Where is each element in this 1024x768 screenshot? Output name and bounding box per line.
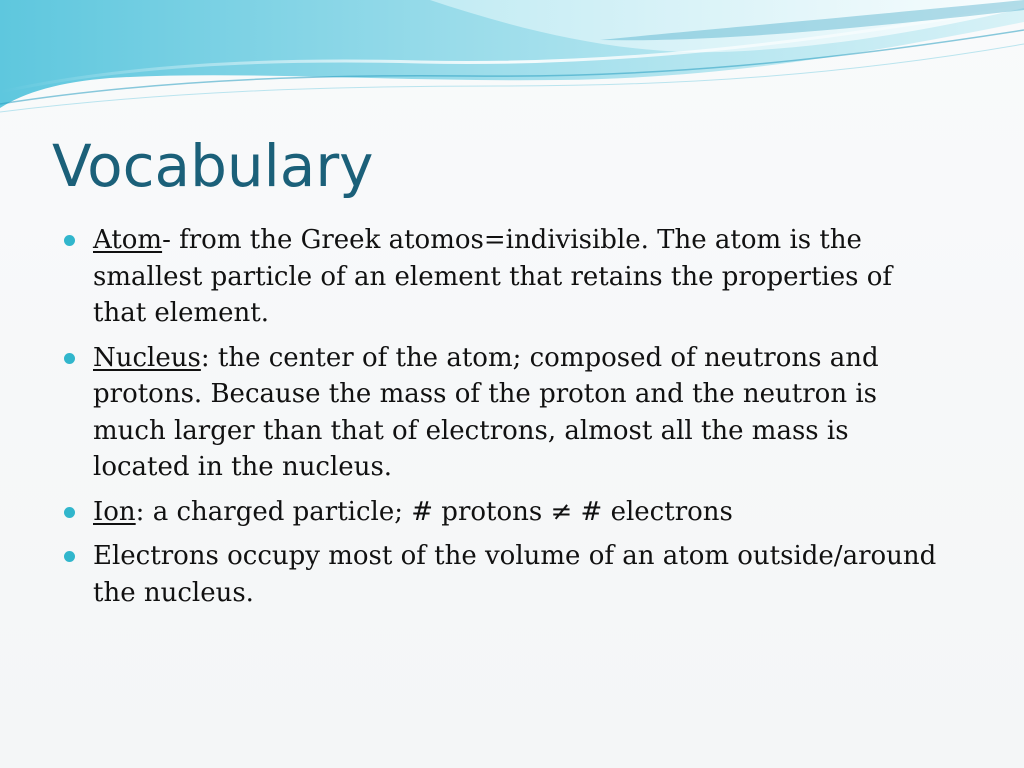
bullet-term: Atom bbox=[93, 225, 163, 255]
bullet-term: Ion bbox=[93, 496, 136, 527]
round-bullet-icon bbox=[64, 353, 75, 364]
bullet-term: Nucleus bbox=[93, 342, 201, 373]
bullet-text: Electrons occupy most of the volume of an atom outside/around the nucleus. bbox=[93, 541, 937, 608]
round-bullet-icon bbox=[64, 507, 75, 518]
round-bullet-icon bbox=[64, 235, 75, 246]
header-wave-decoration bbox=[0, 0, 1024, 130]
bullet-text: : the center of the atom; composed of neutrons and protons. Because the mass of the proton and the neutron is much larger than that of electrons, almost all the mass is located in the nucleus. bbox=[93, 342, 879, 482]
bullet-item bbox=[62, 538, 952, 611]
bullet-list bbox=[62, 222, 952, 619]
bullet-item bbox=[62, 494, 952, 531]
bullet-item bbox=[62, 222, 952, 332]
bullet-item bbox=[62, 340, 952, 486]
bullet-text: - from the Greek atomos=indivisible. The atom is the smallest particle of an element that retains the properties of that element. bbox=[93, 225, 892, 328]
round-bullet-icon bbox=[64, 551, 75, 562]
slide-title: Vocabulary bbox=[52, 132, 374, 200]
bullet-text: : a charged particle; # protons ≠ # electrons bbox=[135, 496, 733, 527]
